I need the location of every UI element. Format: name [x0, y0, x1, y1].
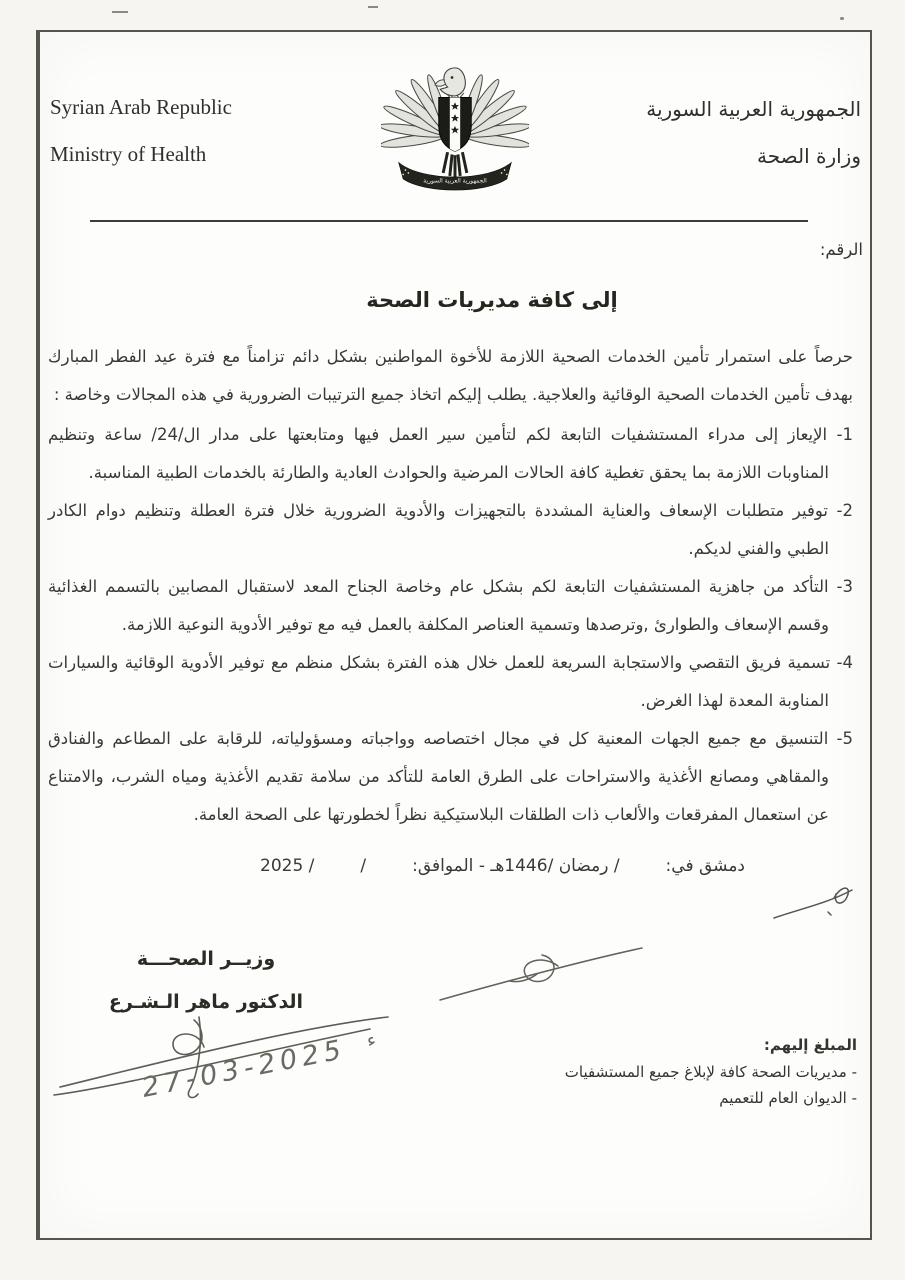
date-segment: / رمضان /1446هـ - الموافق:	[412, 856, 620, 876]
numbered-item: 1- الإيعاز إلى مدراء المستشفيات التابعة لكم لتأمين سير العمل فيها ومتابعتها على مدار ال/24/ ساعة وتنظيم المناوبات اللازمة بما يحقق تغطية كافة الحالات المرضية والحوادث العادية والطارئة بالخدمات الطبية المناسبة.	[48, 425, 853, 482]
distribution-list	[565, 1032, 857, 1111]
distribution-item: - الديوان العام للتعميم	[719, 1089, 857, 1107]
date-segment: /	[360, 856, 367, 876]
intro-paragraph: حرصاً على استمرار تأمين الخدمات الصحية اللازمة للأخوة المواطنين بشكل دائم تزامناً مع فترة عيد الفطر المبارك بهدف تأمين الخدمات الصحية الوقائية والعلاجية. يطلب إليكم اتخاذ جميع الترتيبات الضرورية في هذه المجالات وخاصة :	[48, 347, 853, 404]
date-segment: دمشق في:	[665, 856, 745, 876]
distribution-item: - مديريات الصحة كافة لإبلاغ جميع المستشفيات	[564, 1063, 857, 1081]
numbered-item: 3- التأكد من جاهزية المستشفيات التابعة لكم بشكل عام وخاصة الجناح المعد لاستقبال المصابين بالتسمم الغذائية وقسم الإسعاف والطوارئ ,وترصدها وتسمية العناصر المكلفة بالعمل فيه مع توفير الأدوية النوعية اللازمة.	[48, 577, 853, 634]
minister-title: وزيــر الصحـــة	[136, 948, 276, 970]
numbered-item: 2- توفير متطلبات الإسعاف والعناية المشددة بالتجهيزات والأدوية الضرورية خلال فترة العطلة وتنظيم دوام الكادر الطبي والفني لديكم.	[48, 501, 853, 558]
minister-name: الدكتور ماهر الـشـرع	[108, 991, 304, 1013]
scan-artifact	[112, 11, 128, 13]
ribbon-text: الجمهورية العربية السورية	[423, 178, 487, 185]
eagle-shield	[439, 97, 472, 153]
scan-artifact	[368, 6, 378, 8]
eagle-head	[435, 68, 465, 96]
signature-block	[86, 938, 326, 1024]
letter-title: إلى كافة مديريات الصحة	[366, 288, 618, 312]
handwritten-initial-mark	[768, 876, 860, 928]
date-line	[260, 856, 745, 876]
letterhead-english-line2: Ministry of Health	[50, 142, 207, 166]
handwritten-date: 27-03-2025	[139, 1033, 349, 1104]
letterhead-arabic-line2: وزارة الصحة	[757, 144, 861, 168]
date-segment: / 2025	[260, 856, 315, 876]
letterhead-english-line1: Syrian Arab Republic	[50, 95, 232, 119]
letterhead-arabic	[646, 86, 861, 180]
handwritten-date-suffix: ء	[364, 1028, 378, 1052]
header-divider	[90, 220, 808, 222]
numbered-item: 4- تسمية فريق التقصي والاستجابة السريعة للعمل خلال هذه الفترة بشكل منظم مع توفير الأدوية الوقائية والسيارات المناوبة المعدة لهذا الغرض.	[48, 653, 853, 710]
syrian-eagle-emblem	[381, 58, 529, 212]
letterhead-english	[50, 84, 232, 178]
letter-body	[48, 338, 853, 834]
eagle-tail	[443, 152, 467, 177]
numbered-item: 5- التنسيق مع جميع الجهات المعنية كل في مجال اختصاصه وواجباته ومسؤولياته، للرقابة على المطاعم والفنادق والمقاهي ومصانع الأغذية والاستراحات على الطرق العامة للتأكد من سلامة تقديم الأغذية ومياه الشرب، والامتناع عن استعمال المفرقعات والألعاب ذات الطلقات البلاستيكية نظراً لخطورتها على الصحة العامة.	[48, 729, 853, 824]
letterhead-arabic-line1: الجمهورية العربية السورية	[646, 97, 861, 121]
handwritten-signature-mark	[436, 926, 648, 1010]
scan-artifact	[840, 17, 844, 20]
distribution-heading: المبلغ إليهم:	[763, 1036, 857, 1054]
numbered-items	[48, 416, 853, 834]
reference-number-label: الرقم:	[819, 240, 863, 259]
distribution-items	[565, 1059, 857, 1111]
